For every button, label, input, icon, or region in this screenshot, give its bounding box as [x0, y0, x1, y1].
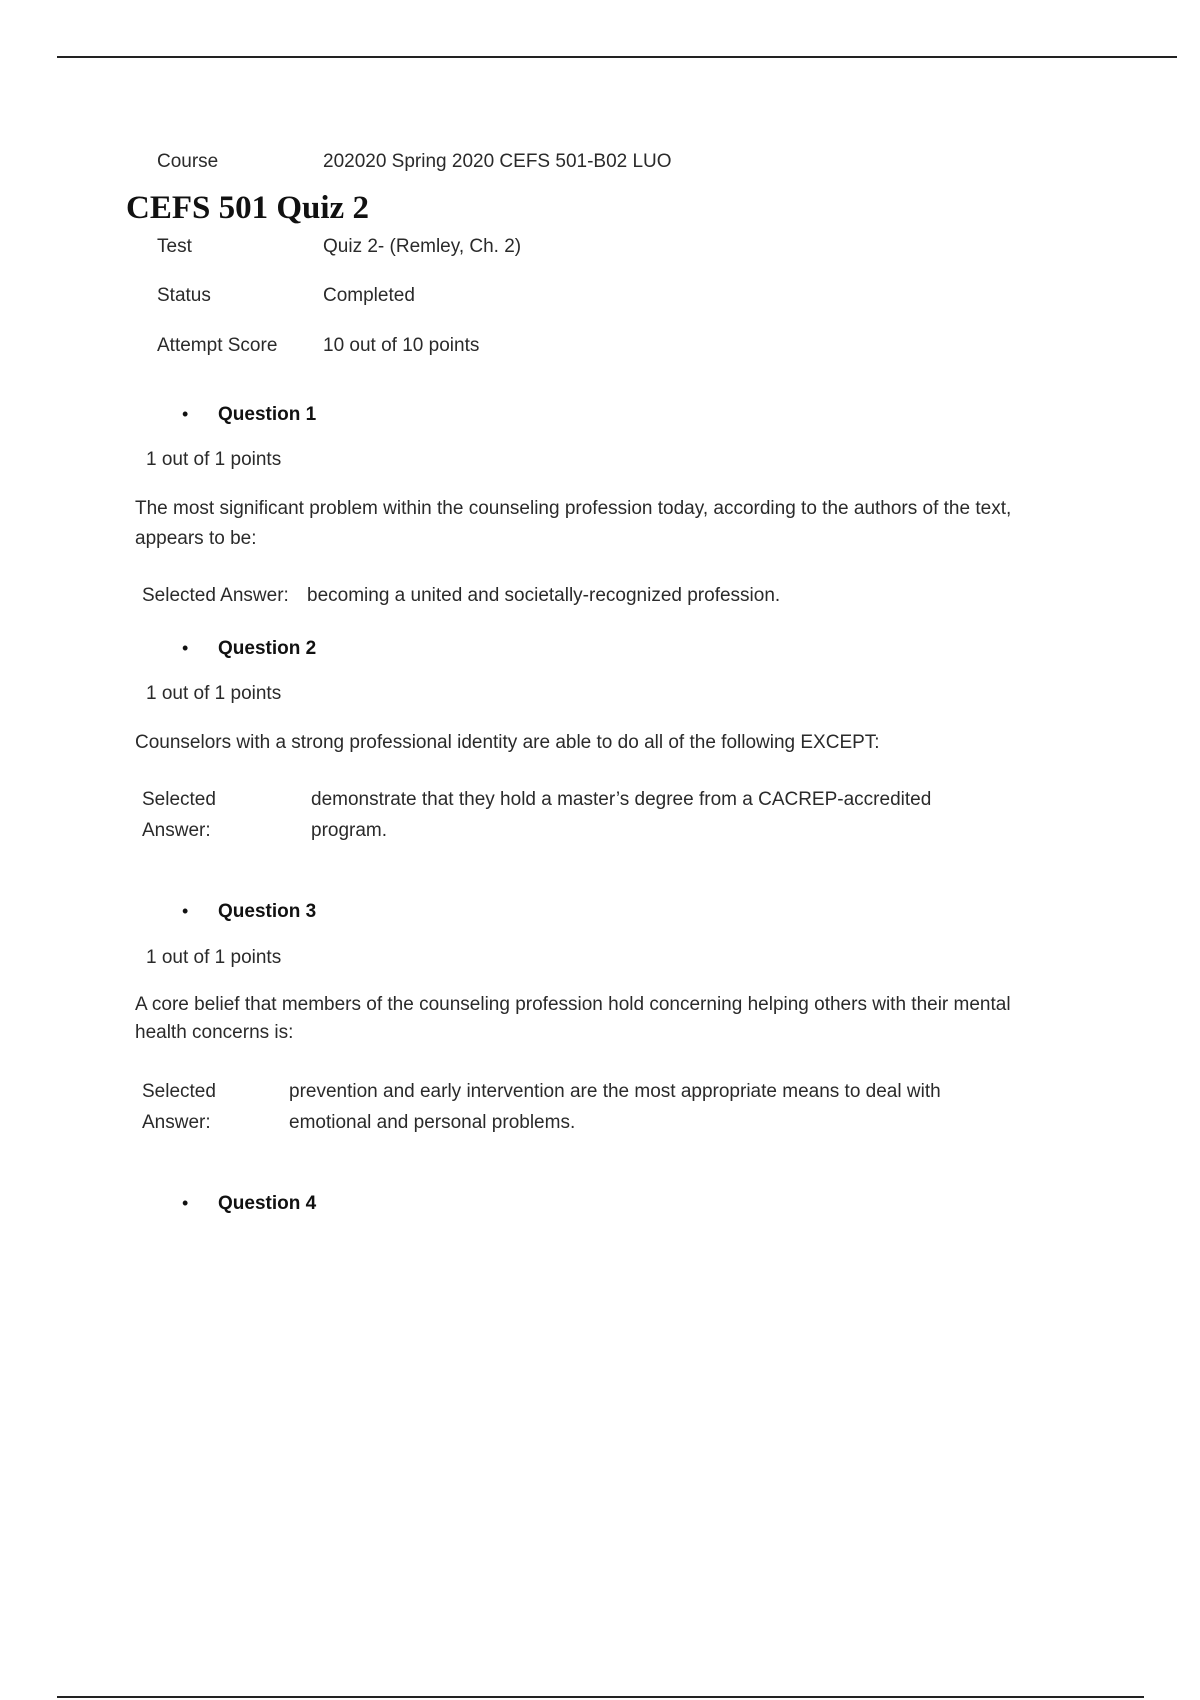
course-label: Course — [157, 151, 219, 172]
selected-answer: demonstrate that they hold a master’s degree from a CACREP-accredited program. — [311, 789, 932, 841]
course-value: 202020 Spring 2020 CEFS 501-B02 LUO — [323, 151, 672, 172]
bullet-icon: • — [182, 638, 189, 658]
question-heading: Question 3 — [218, 901, 317, 922]
top-rule — [57, 56, 1177, 58]
question-points: 1 out of 1 points — [146, 947, 282, 968]
question-heading: Question 1 — [218, 404, 317, 425]
status-label: Status — [157, 285, 211, 306]
test-label: Test — [157, 236, 192, 257]
selected-answer-label: Selected Answer: — [142, 1081, 216, 1133]
attempt-score-value: 10 out of 10 points — [323, 335, 480, 356]
question-heading: Question 2 — [218, 638, 317, 659]
question-text: A core belief that members of the counseling profession hold concerning helping others with their mental health concerns is: — [135, 994, 1011, 1043]
question-points: 1 out of 1 points — [146, 683, 282, 704]
question-points: 1 out of 1 points — [146, 449, 282, 470]
question-text: Counselors with a strong professional identity are able to do all of the following EXCEPT: — [135, 732, 880, 753]
status-value: Completed — [323, 285, 415, 306]
bottom-rule — [57, 1696, 1144, 1698]
bullet-icon: • — [182, 1193, 189, 1213]
selected-answer: prevention and early intervention are the most appropriate means to deal with emotional and personal problems. — [289, 1081, 941, 1133]
page-title: CEFS 501 Quiz 2 — [126, 190, 369, 226]
question-text: The most significant problem within the counseling profession today, according to the authors of the text, appears to be: — [135, 498, 1012, 549]
selected-answer: becoming a united and societally-recognized profession. — [307, 585, 781, 606]
selected-answer-label: Selected Answer: — [142, 789, 216, 841]
bullet-icon: • — [182, 901, 189, 921]
selected-answer-label: Selected Answer: — [142, 585, 289, 606]
test-value: Quiz 2- (Remley, Ch. 2) — [323, 236, 522, 257]
bullet-icon: • — [182, 404, 189, 424]
attempt-score-label: Attempt Score — [157, 335, 278, 356]
question-heading: Question 4 — [218, 1193, 317, 1214]
